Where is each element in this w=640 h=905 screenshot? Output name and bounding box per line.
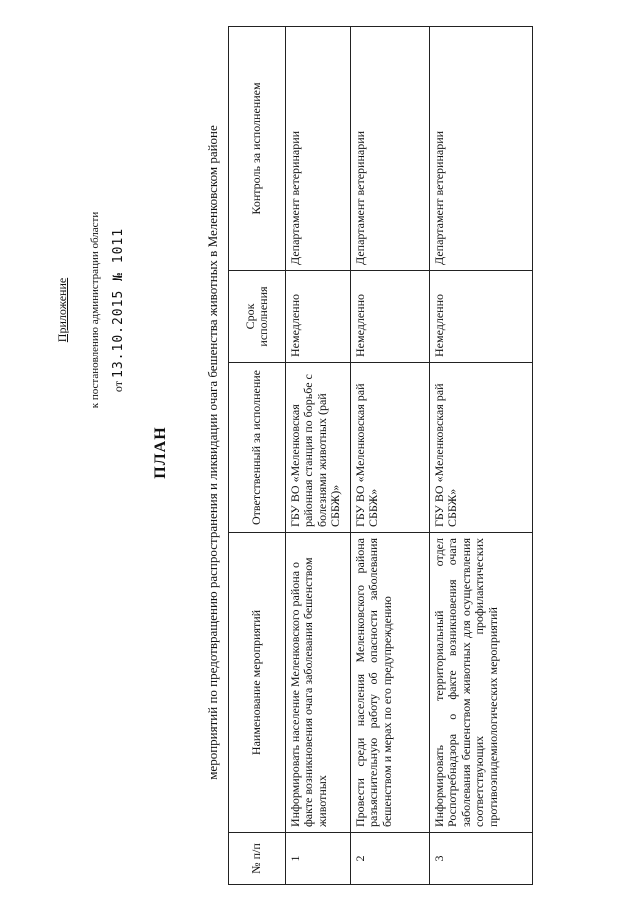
row-deadline: Немедленно <box>351 271 430 363</box>
row-control: Департамент ветеринарии <box>430 27 533 271</box>
row-responsible: ГБУ ВО «Меленковская рай СББЖ» <box>430 363 533 533</box>
header-name: Наименование мероприятий <box>229 533 286 833</box>
date-prefix: от <box>111 380 125 393</box>
appendix-label: Приложение <box>55 277 69 343</box>
date-number: 13.10.2015 № 1011 <box>111 227 126 378</box>
row-deadline: Немедленно <box>286 271 351 363</box>
table-row <box>286 27 351 885</box>
plan-title: ПЛАН <box>152 426 169 479</box>
row-num: 3 <box>430 833 533 885</box>
table-row <box>430 27 533 885</box>
row-deadline: Немедленно <box>430 271 533 363</box>
row-name: Информировать население Меленковского района о факте возникновения очага заболевания бешенством животных <box>286 533 351 833</box>
header-control: Контроль за исполнением <box>229 27 286 271</box>
row-num: 1 <box>286 833 351 885</box>
resolution-line: к постановлению администрации области <box>89 211 101 409</box>
resolution-date-line <box>112 150 125 470</box>
row-responsible: ГБУ ВО «Меленковская рай СББЖ» <box>351 363 430 533</box>
header-deadline: Срок исполнения <box>229 271 286 363</box>
row-name: Информировать территориальный отдел Роспотребнадзора о факте возникновения очага заболевания бешенством животных для осуществления соответствующих профилактических противоэпидемиологических мероприятий <box>430 533 533 833</box>
header-num: № п/п <box>229 833 286 885</box>
table-row <box>351 27 430 885</box>
row-num: 2 <box>351 833 430 885</box>
row-name: Провести среди населения Меленковского района разъяснительную работу об опасности заболевания бешенством и мерах по его предупреждению <box>351 533 430 833</box>
plan-subtitle: мероприятий по предотвращению распространения и ликвидации очага бешенства животных в Меленковском районе <box>205 125 220 780</box>
header-responsible: Ответственный за исполнение <box>229 363 286 533</box>
row-responsible: ГБУ ВО «Меленковская районная станция по борьбе с болезнями животных (рай СББЖ)» <box>286 363 351 533</box>
row-control: Департамент ветеринарии <box>351 27 430 271</box>
table-header-row <box>229 27 286 885</box>
plan-table <box>228 26 533 885</box>
row-control: Департамент ветеринарии <box>286 27 351 271</box>
